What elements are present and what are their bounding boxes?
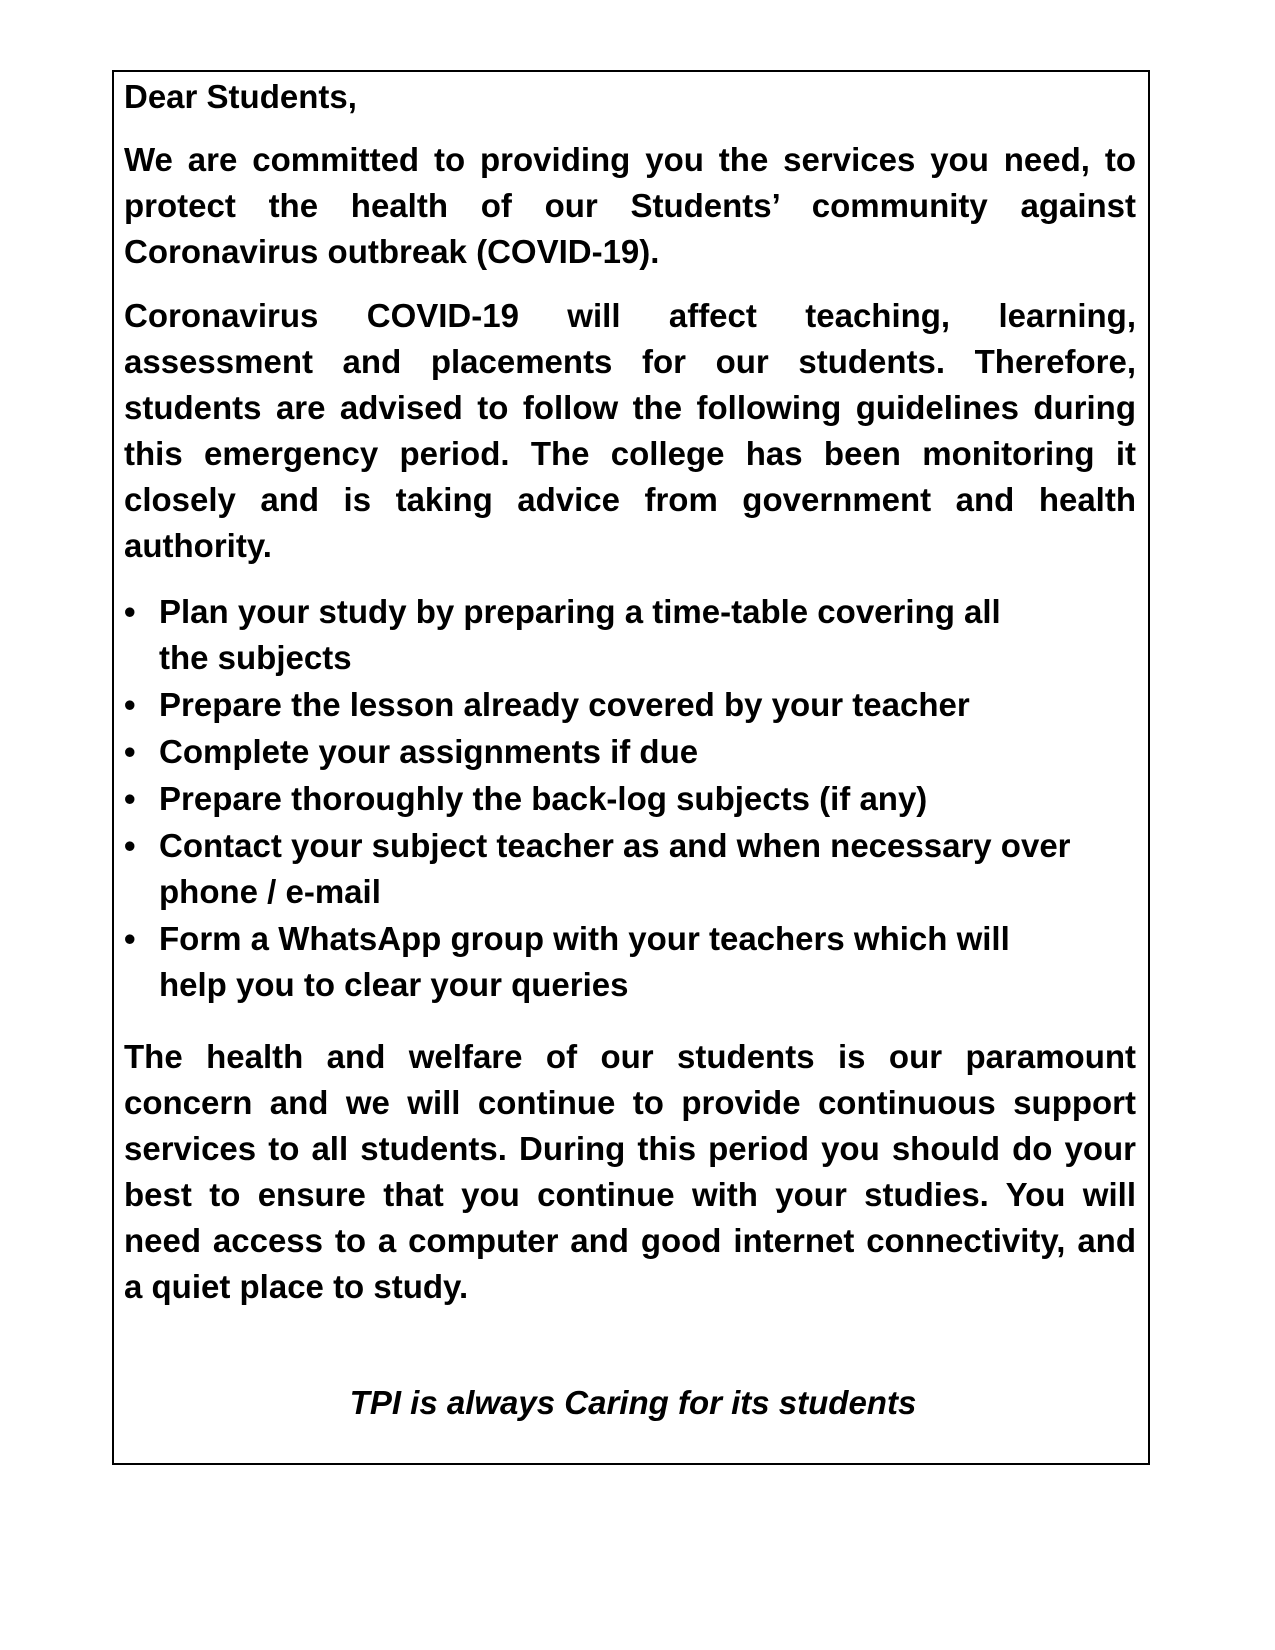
greeting: Dear Students, xyxy=(124,78,357,115)
list-item xyxy=(124,589,1136,681)
guideline-text: Prepare the lesson already covered by your teacher xyxy=(159,686,970,723)
intro-paragraph: We are committed to providing you the services you need, to protect the health of our Students’ community against Coronavirus outbreak (COVID-19). xyxy=(124,141,1136,270)
list-item xyxy=(124,776,1136,822)
guidelines-list xyxy=(124,589,1136,1008)
guideline-text: Plan your study by preparing a time-table covering all the subjects xyxy=(159,593,1001,676)
bullet-icon: • xyxy=(124,780,136,817)
tagline: TPI is always Caring for its students xyxy=(349,1384,917,1421)
bullet-icon: • xyxy=(124,827,136,864)
list-item xyxy=(124,916,1136,1008)
list-item xyxy=(124,682,1136,728)
guideline-text: Contact your subject teacher as and when necessary over phone / e-mail xyxy=(159,827,1071,910)
guideline-text: Complete your assignments if due xyxy=(159,733,699,770)
bullet-icon: • xyxy=(124,593,136,630)
list-item xyxy=(124,729,1136,775)
bullet-icon: • xyxy=(124,686,136,723)
closing-paragraph: The health and welfare of our students is our paramount concern and we will continue to provide continuous support services to all students. During this period you should do your best to ensure that you continue with your studies. You will need access to a computer and good internet connectivity, and a quiet place to study. xyxy=(124,1038,1136,1305)
list-item xyxy=(124,823,1136,915)
guideline-text: Form a WhatsApp group with your teachers which will help you to clear your queries xyxy=(159,920,1010,1003)
guideline-text: Prepare thoroughly the back-log subjects (if any) xyxy=(159,780,928,817)
advisory-paragraph: Coronavirus COVID-19 will affect teaching, learning, assessment and placements for our students. Therefore, students are advised to follow the following guidelines during this emergency period. The college has been monitoring it closely and is taking advice from government and health authority. xyxy=(124,297,1136,564)
notice-box xyxy=(112,70,1150,1465)
bullet-icon: • xyxy=(124,733,136,770)
bullet-icon: • xyxy=(124,920,136,957)
